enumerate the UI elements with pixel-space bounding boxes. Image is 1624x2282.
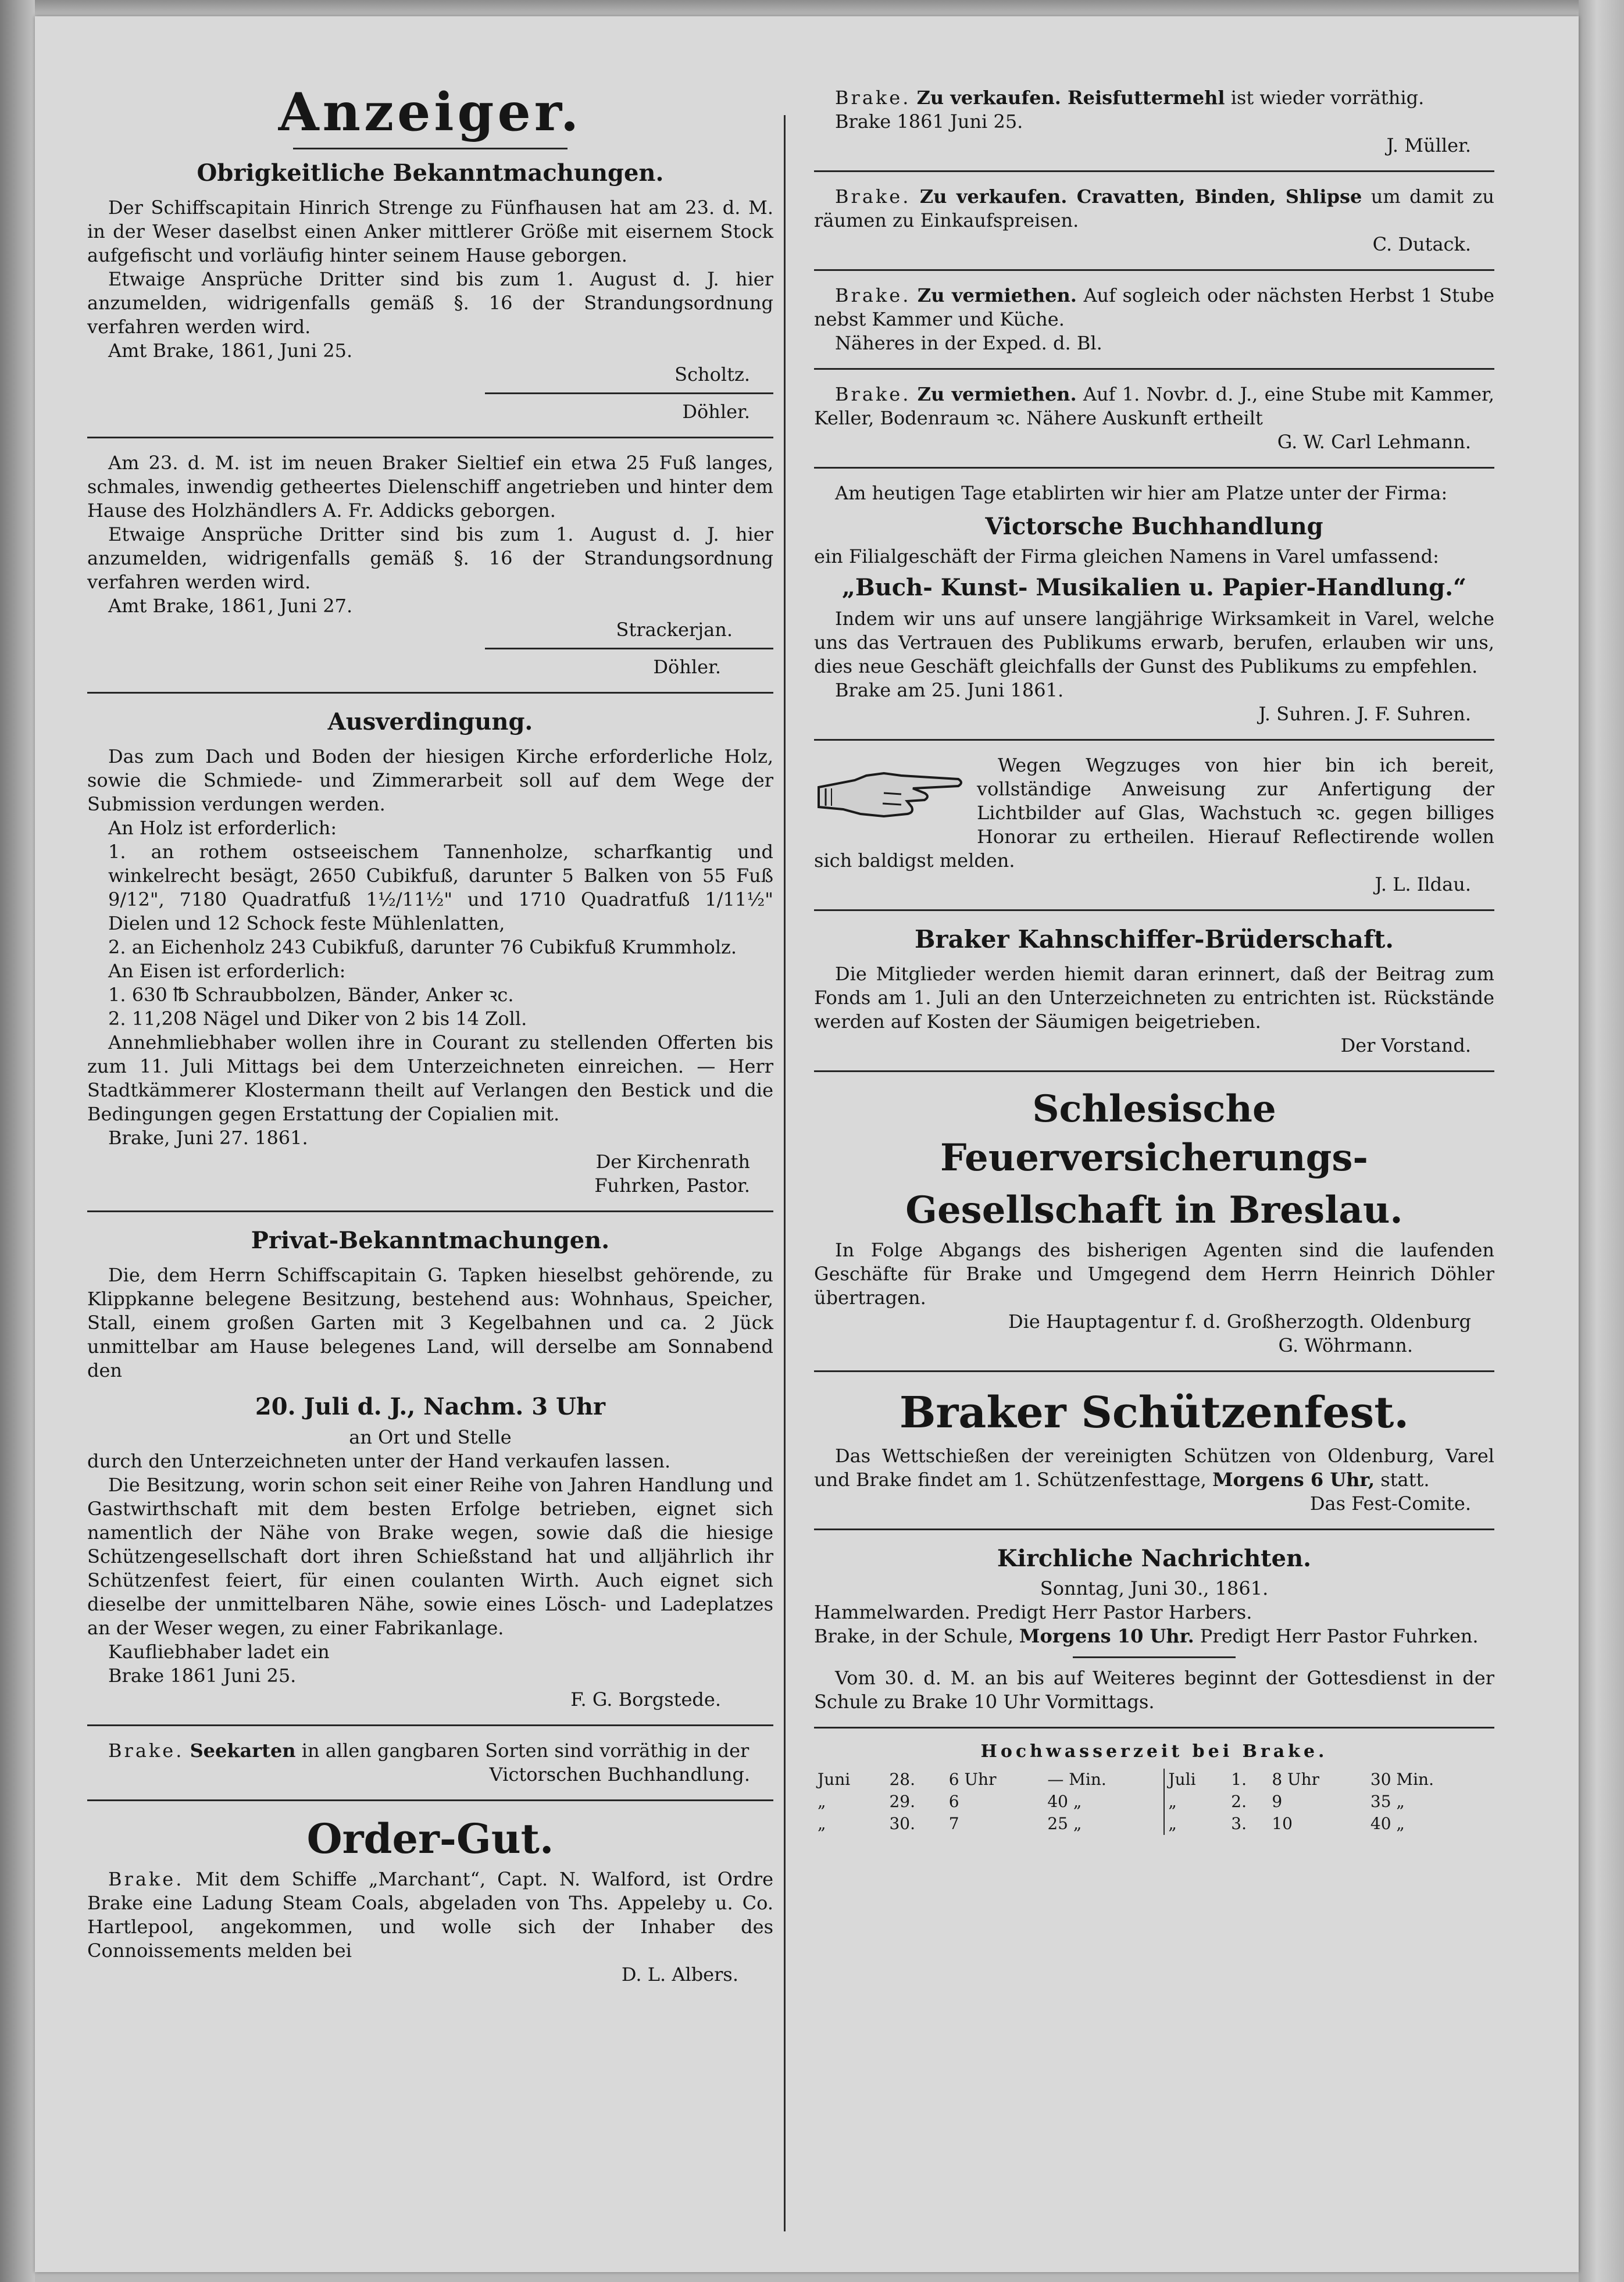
notice-photography (814, 753, 1494, 897)
notice-place-date: Brake am 25. Juni 1861. (835, 679, 1064, 701)
tide-cell: 10 (1272, 1814, 1293, 1833)
sale-place: an Ort und Stelle (349, 1426, 512, 1448)
tide-cell: 1. (1231, 1770, 1247, 1789)
divider (87, 1210, 773, 1212)
tide-cell: „ (1164, 1791, 1227, 1813)
notice-cravats (814, 185, 1494, 256)
divider (1073, 1656, 1236, 1658)
divider (814, 170, 1494, 172)
notice-signature: Fuhrken, Pastor. (594, 1174, 750, 1197)
firm-name: Victorsche Buchhandlung (985, 513, 1323, 540)
church-time: Morgens 10 Uhr. (1019, 1625, 1194, 1647)
divider (87, 437, 773, 438)
tide-cell: 40 „ (1047, 1792, 1082, 1811)
tide-table (814, 1741, 1494, 1835)
list-item: 1. 630 ℔ Schraubbolzen, Bänder, Anker ꝛc. (108, 984, 514, 1006)
ad-text: in allen gangbaren Sorten sind vorräthig in der (301, 1740, 749, 1762)
ad-text: Das Wettschießen der vereinigten Schützen von Oldenburg, Varel und Brake findet am 1. Schützenfesttage, (814, 1445, 1494, 1491)
ad-keyword: Zu vermiethen. (917, 284, 1077, 306)
notice-signature: J. Suhren. J. F. Suhren. (1258, 703, 1471, 725)
notice-order-goods (87, 1814, 773, 1987)
notice-place-date: Amt Brake, 1861, Juni 25. (108, 340, 353, 362)
ad-keyword: Zu vermiethen. (917, 383, 1077, 405)
tide-cell: 8 Uhr (1272, 1770, 1320, 1789)
notice-signature: Die Hauptagentur f. d. Großherzogth. Oldenburg (1008, 1310, 1471, 1333)
notice-signature: Der Kirchenrath (595, 1151, 750, 1173)
ad-lead: Brake. (835, 185, 911, 208)
notice-paragraph: Der Schiffscapitain Hinrich Strenge zu Fünfhausen hat am 23. d. M. in der Weser daselbst einen Anker mittlerer Größe mit eisernem Stock aufgefischt und vorläufig hinter seinem Hause geborgen. (87, 197, 773, 266)
ad-lead: Brake. (108, 1868, 184, 1890)
notice-room-rent-1 (814, 284, 1494, 355)
list-item: 2. an Eichenholz 243 Cubikfuß, darunter 76 Cubikfuß Krummholz. (108, 936, 737, 958)
notice-anchor-found (87, 196, 773, 424)
notice-fire-insurance (814, 1085, 1494, 1358)
signature-rule (485, 392, 773, 394)
ad-text: Mit dem Schiffe „Marchant“, Capt. N. Walford, ist Ordre Brake eine Ladung Steam Coals, abgeladen von Ths. Appeleby u. Co. Hartlepool, angekommen, und wolle sich der Inhaber des Connoissements melden bei (87, 1868, 774, 1962)
notice-heading: Braker Kahnschiffer-Brüderschaft. (914, 925, 1394, 953)
notice-heading: Ausverdingung. (327, 708, 533, 735)
divider (87, 1724, 773, 1726)
notice-signature: Scholtz. (674, 363, 750, 385)
ad-keyword: Seekarten (190, 1740, 296, 1762)
tide-cell: 28. (889, 1770, 915, 1789)
divider (814, 1370, 1494, 1372)
tide-cell: „ (818, 1792, 826, 1811)
notice-paragraph: Das zum Dach und Boden der hiesigen Kirche erforderliche Holz, sowie die Schmiede- und Zimmerarbeit soll auf dem Wege der Submission verdungen werden. (87, 745, 773, 815)
ad-keyword: Morgens 6 Uhr, (1212, 1469, 1375, 1491)
ad-lead: Brake. (835, 284, 911, 306)
ad-text: um damit zu räumen zu Einkaufspreisen. (814, 185, 1495, 231)
tide-cell: Juni (818, 1770, 851, 1789)
tide-cell: 30 Min. (1370, 1770, 1434, 1789)
notice-signature: Victorschen Buchhandlung. (489, 1763, 750, 1785)
tide-grid (814, 1769, 1494, 1835)
notice-tender (87, 706, 773, 1198)
notice-paragraph: Annehmliebhaber wollen ihre in Courant zu stellenden Offerten bis zum 11. Juli Mittags bei dem Unterzeichneten einreichen. — Herr Stadtkämmerer Klostermann theilt auf Verlangen den Bestick und die Bedingungen gegen Erstattung der Copialien mit. (87, 1031, 773, 1125)
section-heading-private: Privat-Bekanntmachungen. (251, 1227, 610, 1254)
section-heading-official: Obrigkeitliche Bekanntmachungen. (197, 159, 664, 187)
iron-list (87, 983, 773, 1031)
notice-signature: Der Vorstand. (1340, 1034, 1471, 1056)
tide-cell: 35 „ (1370, 1792, 1405, 1811)
divider (87, 692, 773, 694)
notice-signature: Das Fest-Comite. (1309, 1492, 1471, 1515)
divider (814, 739, 1494, 741)
ad-lead: Brake. (835, 87, 911, 109)
notice-signature: Döhler. (682, 401, 750, 423)
column-divider (784, 115, 786, 2231)
notice-signature: D. L. Albers. (621, 1963, 738, 1985)
ad-lead: Brake. (108, 1740, 184, 1762)
tide-cell: 40 „ (1370, 1814, 1405, 1833)
notice-bookshop (814, 481, 1494, 726)
notice-paragraph: An Holz ist erforderlich: (108, 817, 337, 839)
sale-date: 20. Juli d. J., Nachm. 3 Uhr (255, 1393, 606, 1420)
notice-signature: G. Wöhrmann. (1278, 1334, 1413, 1356)
notice-church-news (814, 1543, 1494, 1714)
notice-paragraph: In Folge Abgangs des bisherigen Agenten sind die laufenden Geschäfte für Brake und Umgegend dem Herrn Heinrich Döhler übertragen. (814, 1239, 1494, 1309)
divider (87, 1799, 773, 1801)
notice-place-date: Amt Brake, 1861, Juni 27. (108, 595, 353, 617)
tide-cell: 25 „ (1047, 1814, 1082, 1833)
masthead-anzeiger: Anzeiger. (278, 81, 583, 143)
notice-heading: Schlesische Feuerversicherungs- (940, 1087, 1368, 1180)
tide-cell: — Min. (1047, 1770, 1107, 1789)
book-page-edge (1579, 0, 1624, 2282)
notice-place-date: Brake 1861 Juni 25. (835, 110, 1023, 133)
notice-paragraph: Kaufliebhaber ladet ein (108, 1641, 330, 1663)
notice-place-date: Brake 1861 Juni 25. (108, 1665, 297, 1687)
notice-sea-charts (87, 1739, 773, 1787)
notice-heading: Braker Schützenfest. (899, 1388, 1409, 1438)
divider (814, 1727, 1494, 1729)
notice-rice-feed (814, 86, 1494, 158)
notice-paragraph: Die, dem Herrn Schiffscapitain G. Tapken hieselbst gehörende, zu Klippkanne belegene Besitzung, bestehend aus: Wohnhaus, Speicher, Stall, einem großen Garten mit 3 Kegelbahnen und ca. 2 Jück unmittelbar am Hause belegenes Land, will derselbe am Sonnabend den (87, 1264, 773, 1381)
notice-signature: Strackerjan. (616, 619, 733, 641)
newspaper-page (35, 16, 1579, 2272)
notice-heading: Gesellschaft in Breslau. (905, 1188, 1403, 1232)
notice-signature: J. L. Ildau. (1375, 873, 1471, 895)
church-service: Predigt Herr Pastor Fuhrken. (1200, 1625, 1479, 1647)
tide-cell: 6 (948, 1792, 959, 1811)
divider (814, 467, 1494, 469)
notice-paragraph: Etwaige Ansprüche Dritter sind bis zum 1. August d. J. hier anzumelden, widrigenfalls gemäß §. 16 der Strandungsordnung verfahren werden wird. (87, 268, 773, 338)
notice-boat-found (87, 451, 773, 679)
tide-cell: 9 (1272, 1792, 1283, 1811)
book-binding-top (0, 0, 1624, 16)
notice-property-sale (87, 1263, 773, 1712)
notice-paragraph: Etwaige Ansprüche Dritter sind bis zum 1. August d. J. hier anzumelden, widrigenfalls gemäß §. 16 der Strandungsordnung verfahren werden wird. (87, 523, 773, 593)
notice-paragraph: Die Mitglieder werden hiemit daran erinnert, daß der Beitrag zum Fonds am 1. Juli an den Unterzeichneten zu entrichten ist. Rückstände werden auf Kosten der Säumigen beigetrieben. (814, 963, 1494, 1033)
ad-text: statt. (1380, 1469, 1430, 1491)
ad-keyword: Zu verkaufen. Reisfuttermehl (916, 87, 1225, 109)
church-service: Hammelwarden. Predigt Herr Pastor Harbers. (814, 1601, 1252, 1623)
tide-cell: 29. (889, 1792, 915, 1811)
notice-paragraph: An Eisen ist erforderlich: (108, 960, 346, 982)
notice-signature: G. W. Carl Lehmann. (1277, 431, 1471, 453)
divider (814, 368, 1494, 370)
ad-lead: Brake. (835, 383, 911, 405)
signature-rule (485, 648, 773, 649)
divider (814, 909, 1494, 911)
notice-signature: Döhler. (653, 656, 721, 678)
table-row (814, 1791, 1494, 1813)
ad-text: Auf 1. Novbr. d. J., eine Stube mit Kammer, Keller, Bodenraum ꝛc. Nähere Auskunft ertheilt (814, 383, 1494, 429)
tide-cell: „ (818, 1814, 826, 1833)
notice-paragraph: Am heutigen Tage etablirten wir hier am Platze unter der Firma: (835, 482, 1448, 504)
tide-cell: „ (1164, 1813, 1227, 1835)
notice-paragraph: Indem wir uns auf unsere langjährige Wirksamkeit in Varel, welche uns das Vertrauen des Publikums erwarb, berufen, erlauben wir uns, dies neue Geschäft gleichfalls der Gunst des Publikums zu empfehlen. (814, 608, 1494, 677)
tide-cell: 6 Uhr (948, 1770, 997, 1789)
list-item: 1. an rothem ostseeischem Tannenholze, scharfkantig und winkelrecht besägt, 2650 Cubikfuß, darunter 5 Balken von 55 Fuß 9/12", 7180 Quadratfuß 1½/11½" und 1710 Quadratfuß 1/11½" Dielen und 12 Schock feste Mühlenlatten, (108, 841, 773, 934)
notice-paragraph: ein Filialgeschäft der Firma gleichen Namens in Varel umfassend: (814, 545, 1439, 567)
notice-paragraph: Wegen Wegzuges von hier bin ich bereit, vollständige Anweisung zur Anfertigung der Lichtbilder auf Glas, Wachstuch ꝛc. gegen billiges Honorar zu ertheilen. Hierauf Reflectirende wollen sich baldigst melden. (814, 754, 1494, 872)
divider (814, 269, 1494, 271)
tide-cell: 3. (1231, 1814, 1247, 1833)
tide-cell: 7 (948, 1814, 959, 1833)
notice-paragraph: durch den Unterzeichneten unter der Hand verkaufen lassen. (87, 1450, 671, 1472)
tide-cell: 2. (1231, 1792, 1247, 1811)
wood-list (87, 840, 773, 959)
ad-text: ist wieder vorräthig. (1230, 87, 1425, 109)
ad-keyword: Zu verkaufen. Cravatten, Binden, Shlipse (919, 185, 1362, 208)
left-column (87, 80, 773, 1987)
table-row (814, 1813, 1494, 1835)
book-binding-spine (0, 0, 35, 2282)
divider (814, 1070, 1494, 1072)
notice-room-rent-2 (814, 383, 1494, 454)
notice-paragraph: Am 23. d. M. ist im neuen Braker Sieltief ein etwa 25 Fuß langes, schmales, inwendig getheertes Dielenschiff angetrieben und hinter dem Hause des Holzhändlers A. Fr. Addicks geborgen. (87, 452, 773, 522)
church-service: Brake, in der Schule, (814, 1625, 1013, 1647)
list-item: 2. 11,208 Nägel und Diker von 2 bis 14 Zoll. (108, 1008, 527, 1030)
notice-signature: F. G. Borgstede. (570, 1688, 721, 1710)
trade-line: „Buch- Kunst- Musikalien u. Papier-Handlung.“ (841, 574, 1467, 601)
notice-paragraph: Vom 30. d. M. an bis auf Weiteres beginnt der Gottesdienst in der Schule zu Brake 10 Uhr Vormittags. (814, 1667, 1494, 1713)
ad-text: Näheres in der Exped. d. Bl. (835, 332, 1102, 354)
right-column (814, 86, 1494, 1835)
tide-heading: Hochwasserzeit bei Brake. (980, 1741, 1328, 1762)
divider (814, 1529, 1494, 1530)
notice-signature: C. Dutack. (1372, 233, 1471, 255)
ad-text: Auf sogleich oder nächsten Herbst 1 Stube nebst Kammer und Küche. (814, 284, 1495, 330)
notice-signature: J. Müller. (1386, 134, 1471, 156)
notice-place-date: Brake, Juni 27. 1861. (108, 1127, 308, 1149)
notice-paragraph: Die Besitzung, worin schon seit einer Reihe von Jahren Handlung und Gastwirthschaft mit dem besten Erfolge betrieben, eignet sich namentlich der Nähe von Brake wegen, sowie daß die hiesige Schützengesellschaft dort ihren Schießstand hat und alljährlich ihr Schützenfest feiert, für einen coulanten Wirth. Auch eignet sich dieselbe der unmittelbaren Nähe, sowie eines Lösch- und Ladeplatzes an der Weser wegen, zu einer Fabrikanlage. (87, 1474, 773, 1639)
notice-boatmen-brotherhood (814, 924, 1494, 1058)
pointing-hand-icon (814, 758, 965, 828)
church-date: Sonntag, Juni 30., 1861. (1040, 1577, 1269, 1599)
notice-heading: Kirchliche Nachrichten. (997, 1545, 1312, 1572)
divider (293, 148, 567, 149)
notice-shooting-festival (814, 1385, 1494, 1516)
table-row (814, 1769, 1494, 1791)
tide-cell: Juli (1164, 1769, 1227, 1791)
notice-heading: Order-Gut. (306, 1815, 554, 1863)
tide-cell: 30. (889, 1814, 915, 1833)
